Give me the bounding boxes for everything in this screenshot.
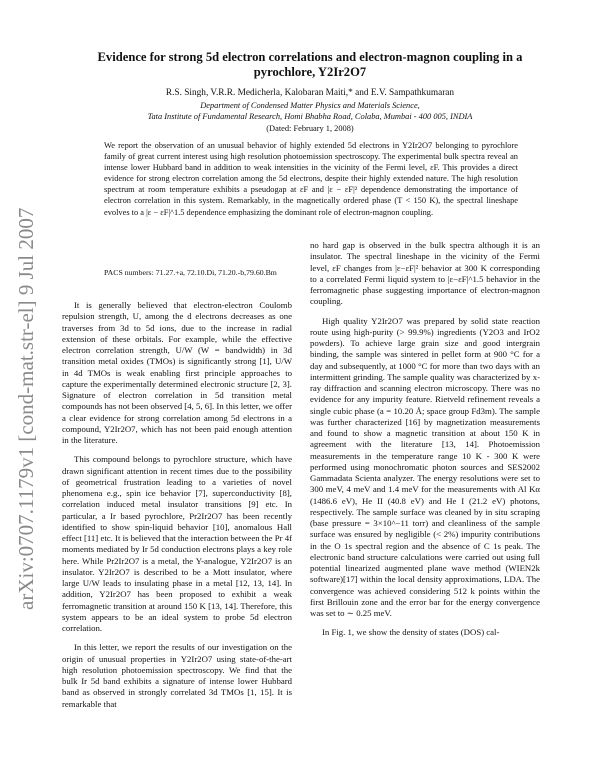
arxiv-identifier <box>10 190 38 610</box>
abstract: We report the observation of an unusual behavior of highly extended 5d electrons in Y2Ir2O7 belonging to pyrochlore family of great current interest using high resolution photoemission spectroscopy. The experimental bulk spectra reveal an intense lower Hubbard band in addition to weak intensities in the vicinity of the Fermi level, εF. This provides a direct evidence for strong electron correlation among the 5d electrons, despite their highly extended nature. The high resolution spectrum at room temperature exhibits a pseudogap at εF and |ε − εF|² dependence demonstrating the importance of electron correlation in this system. Remarkably, in the magnetically ordered phase (T < 150 K), the spectral lineshape evolves to a |ε − εF|^1.5 dependence emphasizing the dominant role of electron-magnon coupling. <box>104 141 518 217</box>
paper-title: Evidence for strong 5d electron correlations and electron-magnon coupling in a pyrochlore, Y2Ir2O7 <box>97 50 523 79</box>
paragraph: In Fig. 1, we show the density of states (DOS) cal- <box>322 627 500 638</box>
paragraph: In this letter, we report the results of our investigation on the origin of unusual properties in Y2Ir2O7 using state-of-the-art high resolution photoemission spectroscopy. We find that the bulk Ir 5d band exhibits a signature of intense lower Hubbard band as observed in strongly correlated 3d TMOs [1, 15]. It is remarkable that <box>62 642 292 709</box>
paragraph: no hard gap is observed in the bulk spectra although it is an insulator. The spectral lineshape in the vicinity of the Fermi level, εF changes from |ε−εF|² behavior at 300 K corresponding to a correlated Fermi liquid system to |ε−εF|^1.5 behavior in the ferromagnetic phase suggesting importance of electron-magnon coupling. <box>310 240 540 307</box>
pacs-numbers: PACS numbers: 71.27.+a, 72.10.Di, 71.20.-b,79.60.Bm <box>104 268 277 277</box>
paragraph: High quality Y2Ir2O7 was prepared by solid state reaction route using high-purity (> 99.9%) ingredients (Y2O3 and IrO2 powders). To achieve large grain size and good intergrain binding, the sample was sintered in pellet form at 900 °C for a day and subsequently, at 1000 °C for more than two days with an intermittent grinding. The sample quality was characterized by x-ray diffraction and scanning electron microscopy. There was no evidence for any impurity feature. Rietveld refinement reveals a single cubic phase (a = 10.20 Å; space group Fd3m). The sample was further characterized [16] by magnetization measurements and found to show a magnetic transition at about 150 K in agreement with the literature [13, 14]. Photoemission measurements in the temperature range 10 K - 300 K were performed using monochromatic photon sources and SES2002 Gammadata Scienta analyzer. The energy resolutions were set to 300 meV, 4 meV and 1.4 meV for the measurements with Al Kα (1486.6 eV), He II (40.8 eV) and He I (21.2 eV) photons, respectively. The sample surface was cleaned by in situ scraping (base pressure = 3×10^−11 torr) and cleanliness of the sample surface was ensured by negligible (< 2%) impurity contributions in the O 1s spectral region and the absence of C 1s peak. The electronic band structure calculations were carried out using full potential linearized augmented plane wave method (WIEN2k software)[17] within the local density approximations, LDA. The convergence was achieved considering 512 k points within the first Brillouin zone and the error bar for the energy convergence was set to ∼ 0.25 meV. <box>310 315 540 618</box>
arxiv-identifier-text: arXiv:0707.1179v1 [cond-mat.str-el] 9 Jul 2007 <box>14 207 38 610</box>
affiliation-institute: Tata Institute of Fundamental Research, Homi Bhabha Road, Colaba, Mumbai - 400 005, INDIA <box>147 112 473 121</box>
right-column <box>310 240 540 647</box>
author-list: R.S. Singh, V.R.R. Medicherla, Kalobaran Maiti,* and E.V. Sampathkumaran <box>165 88 455 98</box>
affiliation <box>80 100 540 122</box>
left-column <box>62 300 292 718</box>
paragraph: This compound belongs to pyrochlore structure, which have drawn significant attention in recent times due to the possibility of geometrical frustration leading to a varieties of novel phenomena e.g., spin ice behavior [7], superconductivity [8], correlation induced metal insulator transitions [9] etc. In particular, a Ir based pyrochlore, Pr2Ir2O7 has been recently identified to show spin-liquid behavior [10], anomalous Hall effect [11] etc. It is believed that the interaction between the Pr 4f moments mediated by Ir 5d conduction electrons plays a key role here. While Pr2Ir2O7 is a metal, the Y-analogue, Y2Ir2O7 is an insulator. Y2Ir2O7 is described to be a Mott insulator, where large U/W leads to insulating phase in a metal [12, 13, 14]. In addition, Y2Ir2O7 has been proposed to exhibit a weak ferromagnetic transition at around 150 K [13, 14]. Therefore, this system appears to be an ideal system to probe 5d electron correlation. <box>62 454 292 633</box>
date-line: (Dated: February 1, 2008) <box>266 124 354 133</box>
paragraph: It is generally believed that electron-electron Coulomb repulsion strength, U, among the d electrons decreases as one traverses from 3d to 5d ions, due to the increase in radial extension of these orbitals. For example, while the effective electron correlation strength, U/W (W = bandwidth) in 3d transition metal oxides (TMOs) is significantly strong [1], U/W in 4d TMOs is weak enabling first principle approaches to capture the experimentally determined electronic structure [2, 3]. Signature of electron correlation in 5d transition metal compounds has not been observed [4, 5, 6]. In this letter, we offer a clear evidence for strong correlation among 5d electrons in a compound, Y2Ir2O7, which has not been paid enough attention in the literature. <box>62 300 292 445</box>
affiliation-department: Department of Condensed Matter Physics and Materials Science, <box>200 101 420 110</box>
